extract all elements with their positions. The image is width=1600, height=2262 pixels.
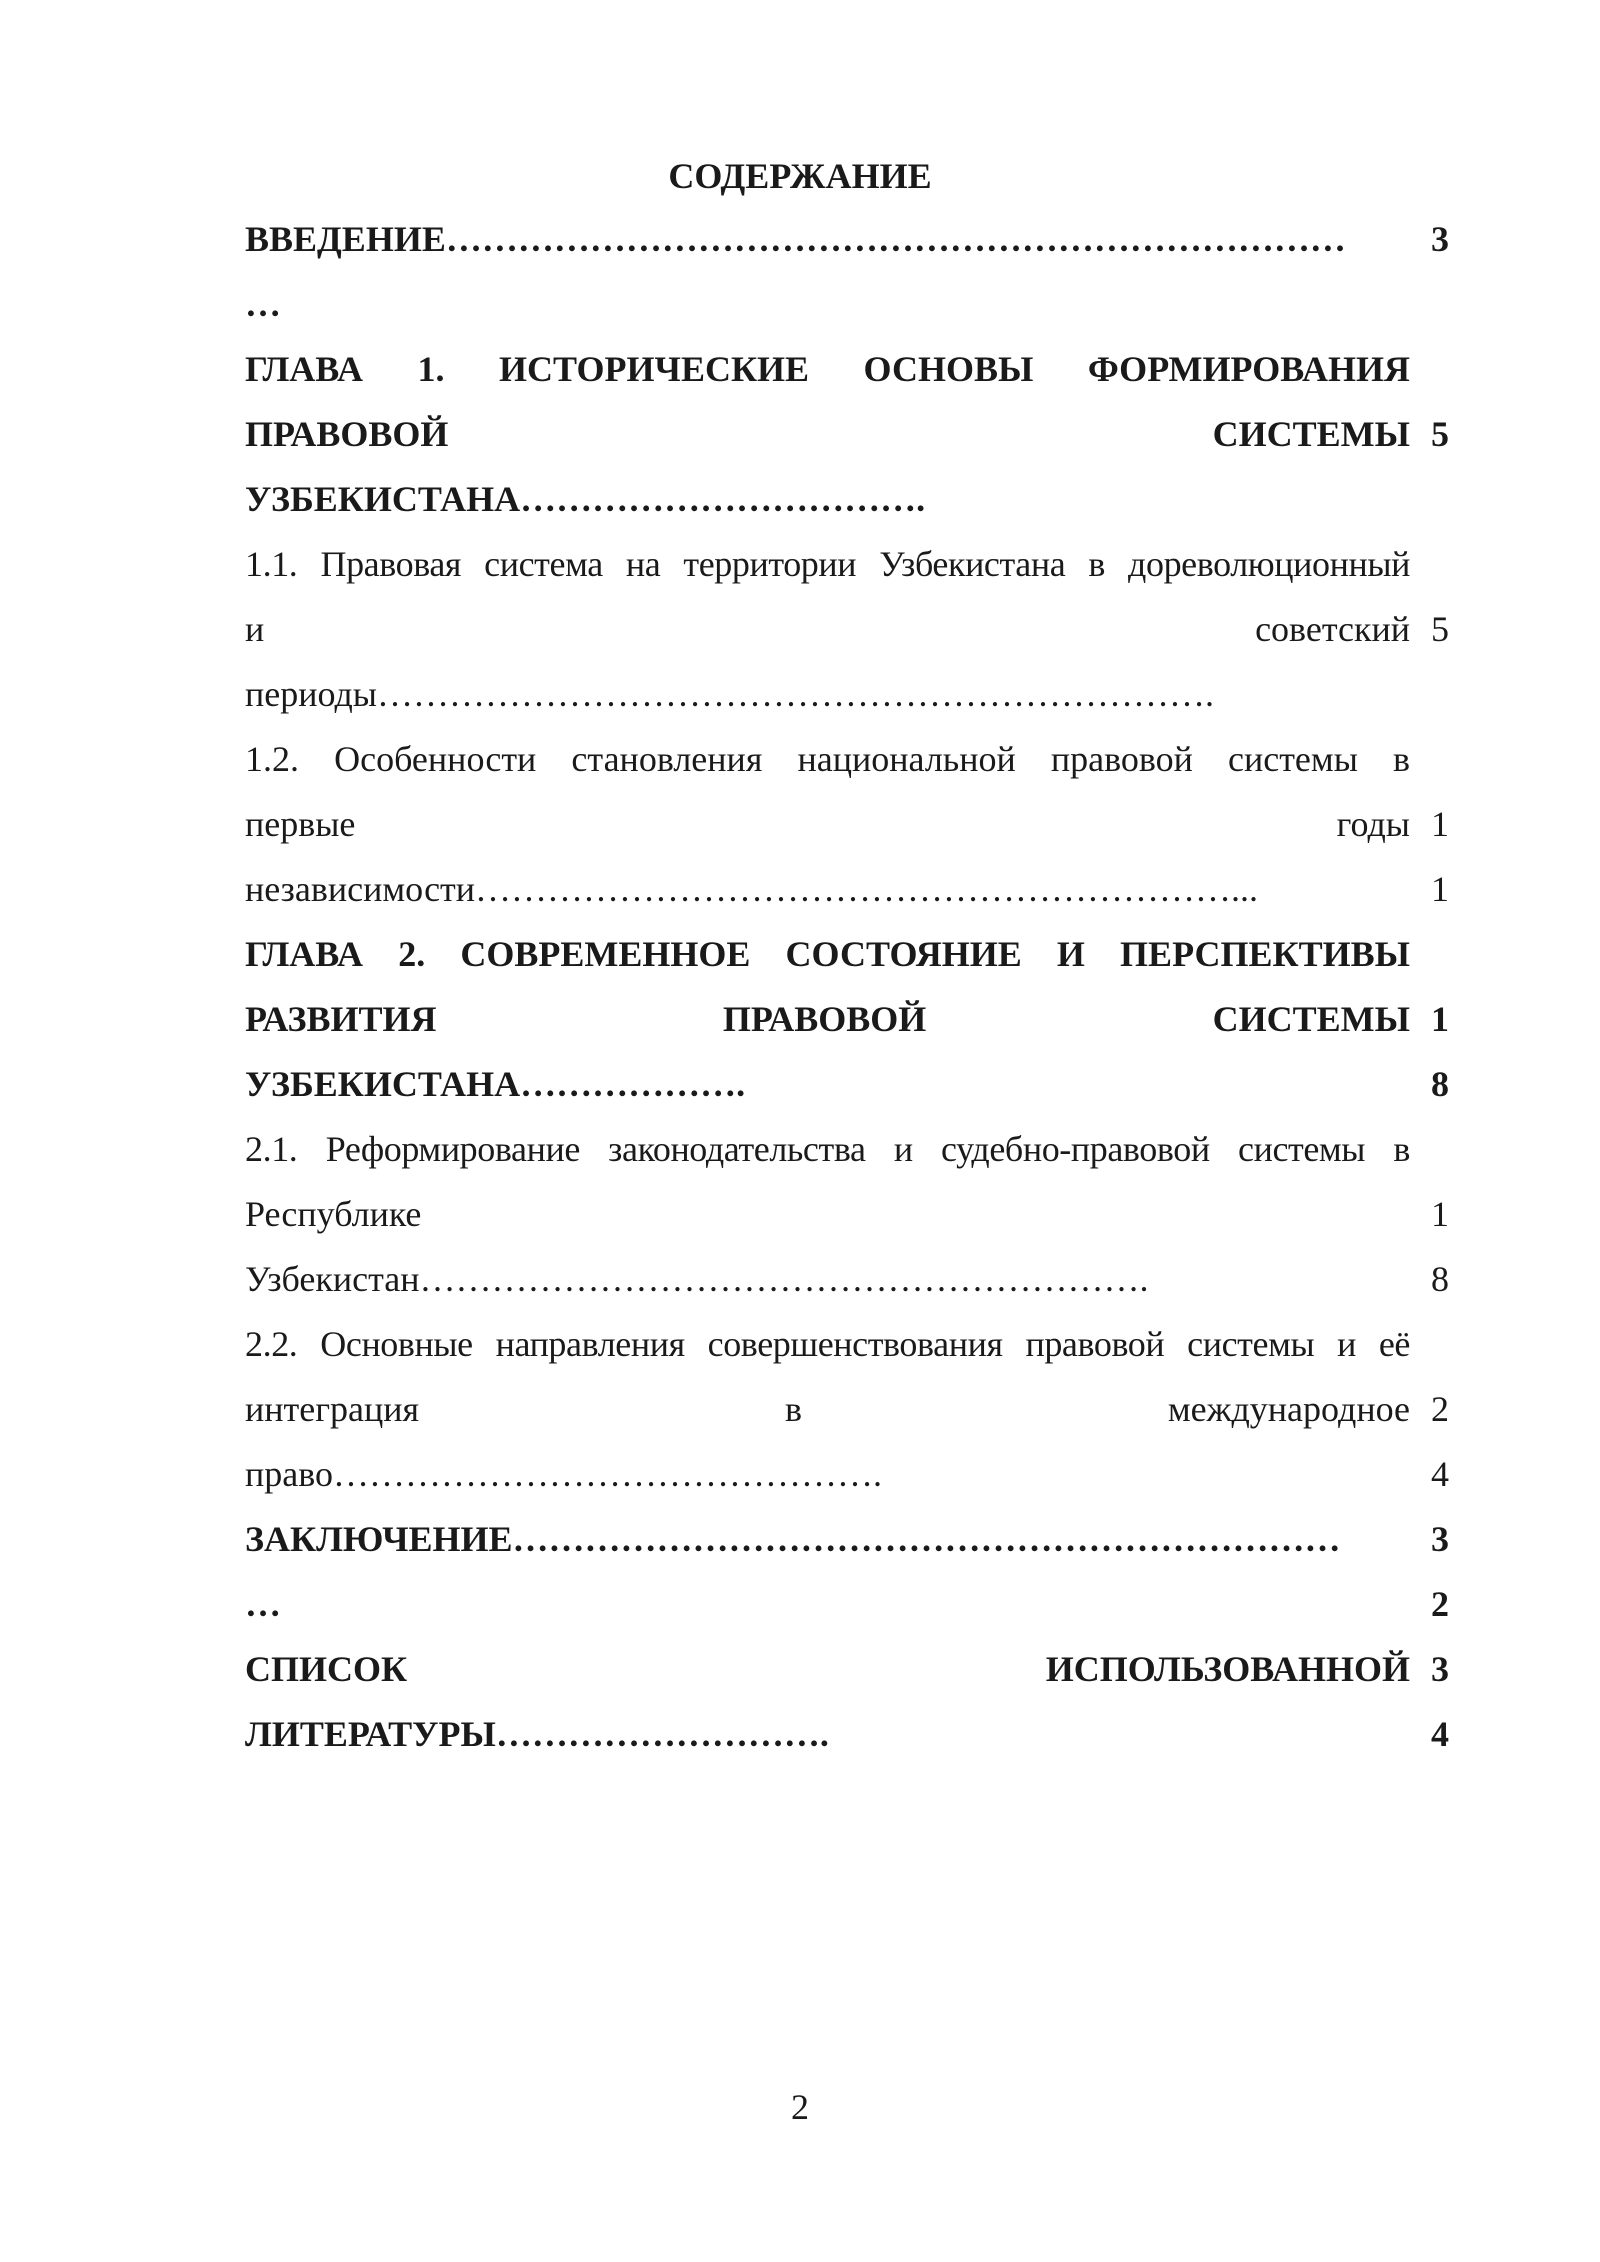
toc-entry-line: СПИСОК ИСПОЛЬЗОВАННОЙ — [245, 1649, 1410, 1689]
toc-entry-section-2-1[interactable] — [245, 1117, 1460, 1312]
toc-entry-line: Республике — [245, 1194, 422, 1234]
toc-entry-line: 1.2. Особенности становления национальной правовой системы в — [245, 739, 1410, 779]
toc-page-number: 3 — [1431, 1649, 1449, 1689]
toc-entry-line: интеграция в международное — [245, 1389, 1410, 1429]
toc-entry-chapter-1[interactable] — [245, 337, 1460, 532]
toc-entry-line: ЗАКЛЮЧЕНИЕ…………………………………………………………… — [245, 1519, 1341, 1559]
toc-entry-references[interactable] — [245, 1637, 1460, 1767]
toc-entry-line: РАЗВИТИЯ ПРАВОВОЙ СИСТЕМЫ — [245, 999, 1410, 1039]
toc-page-number: 3 — [1431, 219, 1449, 259]
toc-entry-line: 2.1. Реформирование законодательства и судебно-правовой системы в — [245, 1129, 1410, 1169]
toc-entry-line: Узбекистан……………………………………………………. — [245, 1259, 1149, 1299]
toc-page-number: 4 — [1431, 1454, 1449, 1494]
toc-page-number: 5 — [1431, 609, 1449, 649]
toc-entry-line: и советский — [245, 609, 1410, 649]
toc-entry-section-2-2[interactable] — [245, 1312, 1460, 1507]
toc-entry-line: ВВЕДЕНИЕ………………………………………………………………… — [245, 219, 1346, 259]
toc-entry-section-1-2[interactable] — [245, 727, 1460, 922]
toc-entry-line: УЗБЕКИСТАНА………………. — [245, 1064, 746, 1104]
toc-entry-line: первые годы — [245, 804, 1410, 844]
toc-entry-line: ГЛАВА 2. СОВРЕМЕННОЕ СОСТОЯНИЕ И ПЕРСПЕКТИВЫ — [245, 934, 1410, 974]
toc-page-number: 8 — [1431, 1259, 1449, 1299]
toc-entry-line: независимости………………………………………………………... — [245, 869, 1259, 909]
toc-entry-chapter-2[interactable] — [245, 922, 1460, 1117]
page-number: 2 — [791, 2087, 809, 2127]
toc-entry-line: 2.2. Основные направления совершенствования правовой системы и её — [245, 1324, 1410, 1364]
toc-entry-line: право………………………………………. — [245, 1454, 882, 1494]
toc-entry-line: … — [245, 1584, 281, 1624]
toc-entry-section-1-1[interactable] — [245, 532, 1460, 727]
toc-page-number: 2 — [1431, 1389, 1449, 1429]
toc-entry-line: УЗБЕКИСТАНА……………………………. — [245, 479, 926, 519]
toc-page-number: 1 — [1431, 999, 1449, 1039]
toc-entry-line: ПРАВОВОЙ СИСТЕМЫ — [245, 414, 1410, 454]
toc-entry-line: 1.1. Правовая система на территории Узбекистана в дореволюционный — [245, 544, 1410, 584]
toc-page-number: 1 — [1431, 869, 1449, 909]
toc-page-number: 2 — [1431, 1584, 1449, 1624]
toc-entry-line: ЛИТЕРАТУРЫ………………………. — [245, 1714, 829, 1754]
toc-page-number: 8 — [1431, 1064, 1449, 1104]
toc-page-number: 5 — [1431, 414, 1449, 454]
toc-entry-conclusion[interactable] — [245, 1507, 1460, 1637]
toc-page-number: 1 — [1431, 804, 1449, 844]
toc-page-number: 3 — [1431, 1519, 1449, 1559]
toc-entry-line: периоды……………………………………………………………. — [245, 674, 1214, 714]
toc-title: СОДЕРЖАНИЕ — [668, 156, 932, 196]
toc-entry-line: … — [245, 284, 281, 324]
toc-entry-line: ГЛАВА 1. ИСТОРИЧЕСКИЕ ОСНОВЫ ФОРМИРОВАНИЯ — [245, 349, 1410, 389]
toc-page-number: 4 — [1431, 1714, 1449, 1754]
toc-entry-introduction[interactable] — [245, 207, 1460, 337]
toc-page-number: 1 — [1431, 1194, 1449, 1234]
